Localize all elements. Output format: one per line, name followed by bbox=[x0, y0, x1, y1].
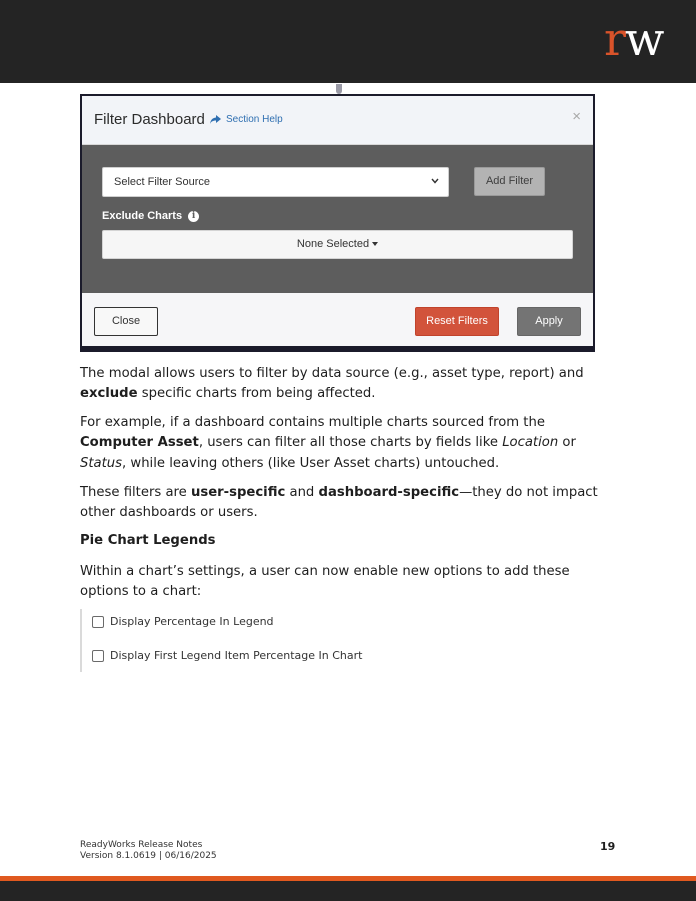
apply-button[interactable]: Apply bbox=[517, 307, 581, 336]
close-icon[interactable]: × bbox=[572, 108, 581, 125]
checkbox-display-percentage[interactable] bbox=[92, 616, 104, 628]
info-icon[interactable]: i bbox=[188, 211, 199, 222]
option-first-item-percentage[interactable] bbox=[92, 649, 362, 662]
exclude-charts-value: None Selected bbox=[296, 238, 370, 250]
reset-filters-button[interactable]: Reset Filters bbox=[415, 307, 499, 336]
footer-version: Version 8.1.0619 | 06/16/2025 bbox=[80, 851, 217, 861]
share-arrow-icon bbox=[210, 115, 221, 124]
add-filter-button[interactable]: Add Filter bbox=[474, 167, 545, 196]
legend-options-screenshot bbox=[80, 609, 380, 672]
option-display-percentage-label: Display Percentage In Legend bbox=[110, 615, 274, 628]
modal-body bbox=[82, 145, 593, 293]
footer-doc-title: ReadyWorks Release Notes bbox=[80, 840, 203, 850]
paragraph-example: For example, if a dashboard contains multiple charts sourced from the Computer Asset, users can filter all those charts by fields like Location or Status, while leaving others (like User Asset charts) untouched. bbox=[80, 415, 576, 471]
paragraph-chart-settings: Within a chart’s settings, a user can now enable new options to add these options to a chart: bbox=[80, 564, 570, 600]
paragraph-modal-description: The modal allows users to filter by data source (e.g., asset type, report) and exclude specific charts from being affected. bbox=[80, 366, 584, 402]
checkbox-first-item-percentage[interactable] bbox=[92, 650, 104, 662]
filter-source-select[interactable] bbox=[102, 167, 449, 197]
footer-band bbox=[0, 881, 696, 901]
screenshot-bottom-strip bbox=[82, 346, 593, 350]
footer-info bbox=[80, 840, 217, 862]
header-band bbox=[0, 0, 696, 83]
exclude-charts-label bbox=[102, 210, 199, 222]
option-first-item-percentage-label: Display First Legend Item Percentage In Chart bbox=[110, 649, 363, 662]
filter-dashboard-screenshot bbox=[80, 94, 595, 352]
chevron-down-icon bbox=[431, 178, 439, 184]
section-help-link[interactable] bbox=[210, 114, 283, 125]
exclude-charts-text: Exclude Charts bbox=[102, 210, 183, 222]
section-heading-pie-chart-legends: Pie Chart Legends bbox=[80, 533, 216, 548]
exclude-charts-dropdown[interactable] bbox=[102, 230, 573, 259]
paragraph-filter-scope: These filters are user-specific and dashboard-specific—they do not impact other dashboards or users. bbox=[80, 485, 598, 521]
close-button[interactable]: Close bbox=[94, 307, 158, 336]
modal-title: Filter Dashboard bbox=[94, 111, 205, 128]
page-number: 19 bbox=[600, 840, 616, 853]
caret-down-icon bbox=[372, 242, 378, 246]
modal-header bbox=[82, 96, 593, 145]
readyworks-logo: rw bbox=[604, 12, 664, 66]
screenshot-top-marker bbox=[336, 84, 342, 94]
filter-source-value: Select Filter Source bbox=[114, 176, 210, 188]
modal-footer bbox=[82, 293, 593, 348]
section-help-label: Section Help bbox=[226, 114, 283, 125]
option-display-percentage[interactable] bbox=[92, 615, 274, 628]
